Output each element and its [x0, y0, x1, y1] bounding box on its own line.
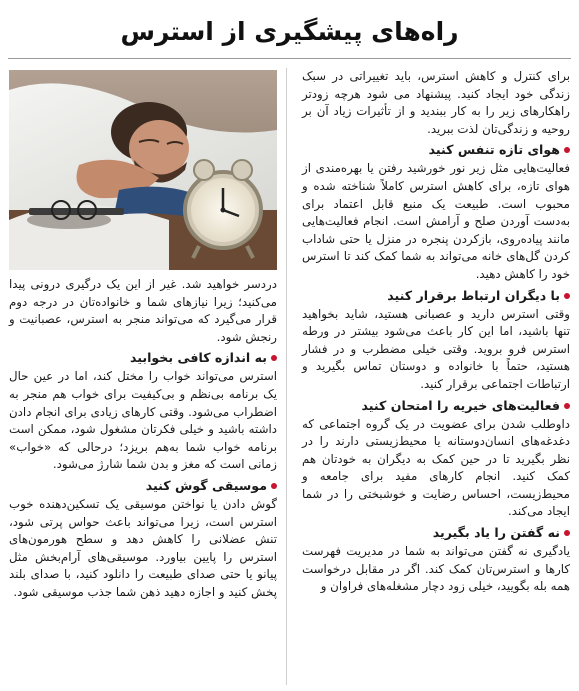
section-heading-text: به اندازه کافی بخوابید	[129, 350, 267, 366]
title-divider	[8, 58, 571, 59]
section-paragraph: استرس می‌تواند خواب را مختل کند، اما در عین حال یک برنامه بی‌نظم و بی‌کیفیت برای خواب هم منجر به اضطراب می‌شود. وقتی کارهای زیادی برای انجام دادن داشته باشید و خیلی فکرتان مشغول شود، ممکن است برنامه خواب شما به‌هم بریزد؛ درحالی که «خواب» زمانی است که مغز و بدن شما شارژ می‌شود.	[9, 369, 277, 472]
section-heading-text: با دیگران ارتباط برقرار کنید	[387, 287, 560, 303]
section-heading	[302, 397, 570, 415]
section-heading	[9, 349, 277, 367]
section-heading-text: موسیقی گوش کنید	[145, 477, 267, 493]
bullet-icon	[564, 147, 570, 153]
bullet-icon	[564, 530, 570, 536]
bullet-icon	[564, 403, 570, 409]
section-heading	[302, 141, 570, 159]
section-heading-text: هوای تازه تنفس کنید	[428, 142, 560, 158]
continued-paragraph: دردسر خواهید شد. غیر از این یک درگیری درونی پیدا می‌کنید؛ زیرا نیازهای شما و خانواده‌تان در درجه دوم قرار می‌گیرد که می‌تواند منجر به استرس، عصبانیت و رنجش شود.	[9, 277, 277, 344]
photo-illustration	[9, 70, 277, 270]
section-heading	[302, 287, 570, 305]
section-paragraph: یادگیری نه گفتن می‌تواند به شما در مدیریت فهرست کارها و استرس‌تان کمک کند. اگر در مقابل درخواست همه بله بگویید، خیلی زود دچار مشغله‌های فراوان و	[302, 544, 570, 594]
bullet-icon	[271, 355, 277, 361]
left-column	[9, 70, 277, 602]
section-heading	[9, 477, 277, 495]
section-paragraph: وقتی استرس دارید و عصبانی هستید، شاید بخواهید تنها باشید، اما این کار باعث می‌شود بیشتر در ورطه استرس فرو بروید. وقتی خیلی مضطرب و در فشار هستید، حتماً با خانواده و دوستان تماس بگیرید و ارتباطات اجتماعی برقرار کنید.	[302, 306, 570, 391]
column-divider	[286, 68, 287, 685]
section-paragraph: گوش دادن یا نواختن موسیقی یک تسکین‌دهنده خوب استرس است، زیرا می‌تواند باعث حواس پرتی شود، تنش عضلانی را کاهش دهد و سطح هورمون‌های استرس را پایین بیاورد. موسیقی‌های آرام‌بخش مثل پیانو یا حتی صدای طبیعت را دانلود کنید، با صدای بلند پخش کنید و اجازه دهید ذهن شما جذب موسیقی شود.	[9, 496, 277, 599]
section-heading-text: فعالیت‌های خیریه را امتحان کنید	[361, 397, 560, 413]
section-heading-text: نه گفتن را یاد بگیرید	[432, 525, 560, 541]
article-title: راه‌های پیشگیری از استرس	[120, 17, 459, 46]
section-paragraph: داوطلب شدن برای عضویت در یک گروه اجتماعی که دغدغه‌های انسان‌دوستانه یا محیط‌زیستی دارند را در نظر بگیرید تا در حین کمک به دیگران به خودتان هم کمک کنید. انجام کارهای مفید برای جامعه و محیط‌زیست، احساس رضایت و خوشبختی را در شما ایجاد می‌کند.	[302, 416, 570, 519]
intro-paragraph: برای کنترل و کاهش استرس، باید تغییراتی در سبک زندگی خود ایجاد کنید. پیشنهاد می شود هرچه زودتر راهکارهای زیر را به کار ببندید و از تأثیرات زیاد آن بر روحیه و زندگی‌تان لذت ببرید.	[302, 69, 570, 136]
section-paragraph: فعالیت‌هایی مثل زیر نور خورشید رفتن یا بهره‌مندی از هوای تازه، برای کاهش استرس کاملاً شناخته شده و محبوب است. طبیعت یک منبع قابل اعتماد برای به‌دست آوردن صلح و آرامش است. انجام فعالیت‌هایی مانند پیاده‌روی، بازکردن پنجره در منزل یا حتی شاداب کردن گل‌های خانه می‌تواند به شما کمک کند تا استرس خود را کاهش دهید.	[302, 161, 570, 281]
section-heading	[302, 524, 570, 542]
bullet-icon	[271, 483, 277, 489]
right-column	[302, 68, 570, 596]
bullet-icon	[564, 293, 570, 299]
sleeping-man-alarm-clock-photo	[9, 70, 277, 270]
